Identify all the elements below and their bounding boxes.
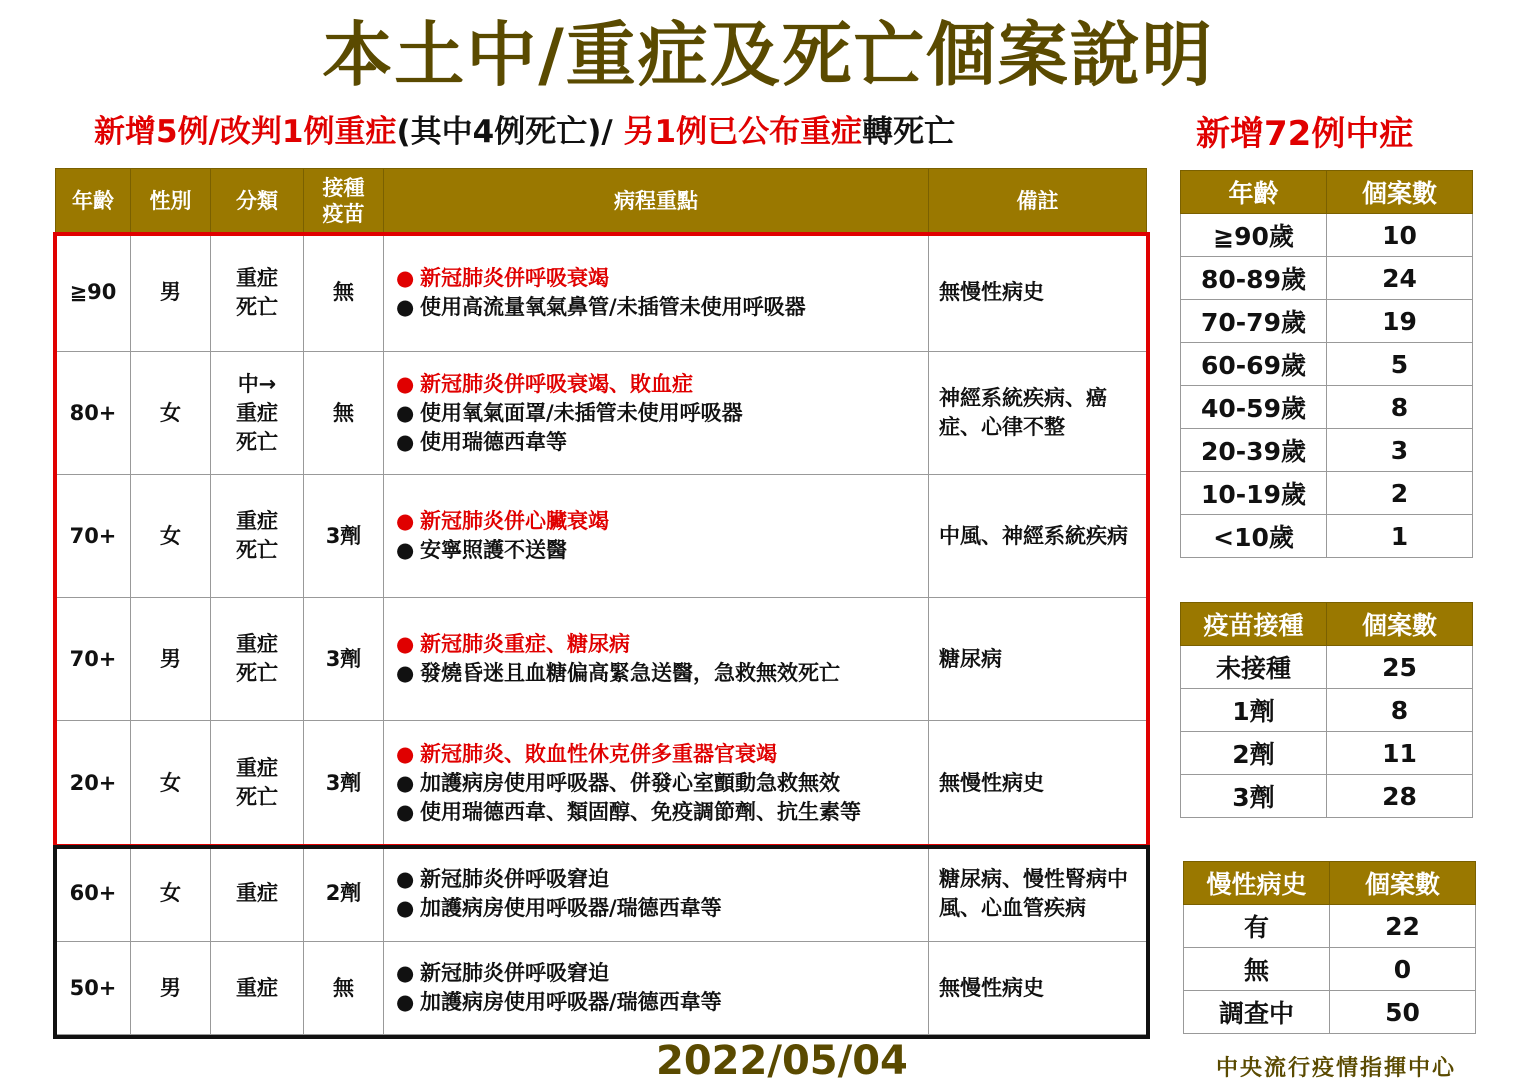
cell-count: 28 <box>1327 775 1473 818</box>
cell-note: 中風、神經系統疾病 <box>929 475 1147 598</box>
case-table <box>55 168 1147 1035</box>
cell-sex: 男 <box>131 234 211 352</box>
table-row <box>1181 646 1473 689</box>
cell-class <box>211 234 304 352</box>
cell-class <box>211 475 304 598</box>
page-title: 本土中/重症及死亡個案說明 <box>322 14 1214 96</box>
course-item: ● 加護病房使用呼吸器/瑞德西韋等 <box>396 894 928 923</box>
table-row <box>56 475 1147 598</box>
cell-sex: 女 <box>131 846 211 942</box>
cell-count: 0 <box>1330 948 1476 991</box>
header-age: 年齡 <box>56 169 131 234</box>
cell-course <box>384 475 929 598</box>
class-line: 死亡 <box>236 429 278 454</box>
cell-age: 20+ <box>56 721 131 846</box>
cell-count: 8 <box>1327 689 1473 732</box>
course-item: ● 安寧照護不送醫 <box>396 536 928 565</box>
age-distribution-table <box>1180 170 1473 558</box>
cell-count: 22 <box>1330 905 1476 948</box>
cell-age: 70+ <box>56 475 131 598</box>
cell-age-group: ≧90歲 <box>1181 214 1327 257</box>
cell-note: 糖尿病、慢性腎病中風、心血管疾病 <box>929 846 1147 942</box>
table-row <box>1181 343 1473 386</box>
cell-sex: 女 <box>131 721 211 846</box>
cell-class <box>211 721 304 846</box>
table-row <box>1181 689 1473 732</box>
cell-vaccine-status: 未接種 <box>1181 646 1327 689</box>
cell-vaccine: 無 <box>304 234 384 352</box>
header-note: 備註 <box>929 169 1147 234</box>
table-row <box>1181 472 1473 515</box>
cell-count: 11 <box>1327 732 1473 775</box>
header-class: 分類 <box>211 169 304 234</box>
cell-course <box>384 598 929 721</box>
class-line: 中→ <box>237 371 277 396</box>
subtitle-to-death: 轉死亡 <box>862 114 956 150</box>
course-item: ● 新冠肺炎併呼吸窘迫 <box>396 865 928 894</box>
cell-age: ≧90 <box>56 234 131 352</box>
header-vaccine-line2: 疫苗 <box>322 202 365 226</box>
course-item: ● 發燒昏迷且血糖偏高緊急送醫，急救無效死亡 <box>396 659 928 688</box>
case-table-header <box>56 169 1147 234</box>
cell-vaccine-status: 2劑 <box>1181 732 1327 775</box>
chronic-disease-table <box>1183 861 1476 1034</box>
subtitle <box>94 110 955 154</box>
cell-note: 糖尿病 <box>929 598 1147 721</box>
cell-chronic-status: 調查中 <box>1184 991 1330 1034</box>
table-row <box>1181 300 1473 343</box>
cell-chronic-status: 無 <box>1184 948 1330 991</box>
header-count: 個案數 <box>1327 603 1473 646</box>
cell-note: 神經系統疾病、癌症、心律不整 <box>929 352 1147 475</box>
cell-count: 3 <box>1327 429 1473 472</box>
organization-name: 中央流行疫情指揮中心 <box>1216 1056 1457 1081</box>
cell-count: 10 <box>1327 214 1473 257</box>
cell-sex: 男 <box>131 942 211 1035</box>
cell-count: 1 <box>1327 515 1473 558</box>
header-age: 年齡 <box>1181 171 1327 214</box>
course-item: ● 使用瑞德西韋等 <box>396 428 928 457</box>
class-line: 重症 <box>236 632 278 656</box>
cell-note: 無慢性病史 <box>929 942 1147 1035</box>
header-vaccine <box>304 169 384 234</box>
subtitle-published: 另1例已公布重症 <box>612 114 863 150</box>
cell-count: 8 <box>1327 386 1473 429</box>
cell-class <box>211 352 304 475</box>
cell-age-group: 20-39歲 <box>1181 429 1327 472</box>
cell-class <box>211 846 304 942</box>
header-count: 個案數 <box>1327 171 1473 214</box>
cell-vaccine-status: 3劑 <box>1181 775 1327 818</box>
table-row <box>56 234 1147 352</box>
subtitle-new-cases: 新增5例/改判1例重症 <box>94 114 397 150</box>
cell-age-group: 10-19歲 <box>1181 472 1327 515</box>
cell-count: 5 <box>1327 343 1473 386</box>
class-line: 死亡 <box>236 538 278 562</box>
cell-course <box>384 942 929 1035</box>
class-line: 重症 <box>236 400 278 425</box>
cell-count: 19 <box>1327 300 1473 343</box>
header-count: 個案數 <box>1330 862 1476 905</box>
cell-sex: 女 <box>131 475 211 598</box>
cell-course <box>384 352 929 475</box>
cell-vaccine-status: 1劑 <box>1181 689 1327 732</box>
table-row <box>1184 991 1476 1034</box>
chronic-table-header <box>1184 862 1476 905</box>
vaccine-table-header <box>1181 603 1473 646</box>
table-row <box>1184 948 1476 991</box>
table-row <box>56 598 1147 721</box>
table-row <box>56 942 1147 1035</box>
table-row <box>56 846 1147 942</box>
cell-course <box>384 721 929 846</box>
table-row <box>1181 429 1473 472</box>
course-item: ● 使用高流量氧氣鼻管/未插管未使用呼吸器 <box>396 293 928 322</box>
course-item: ● 新冠肺炎重症、糖尿病 <box>396 630 928 659</box>
report-date: 2022/05/04 <box>656 1038 908 1084</box>
cell-age: 50+ <box>56 942 131 1035</box>
cell-age: 80+ <box>56 352 131 475</box>
table-row <box>1184 905 1476 948</box>
table-row <box>56 721 1147 846</box>
cell-age: 60+ <box>56 846 131 942</box>
table-row <box>1181 515 1473 558</box>
course-item: ● 新冠肺炎併心臟衰竭 <box>396 507 928 536</box>
cell-sex: 男 <box>131 598 211 721</box>
age-table-header <box>1181 171 1473 214</box>
course-item: ● 新冠肺炎併呼吸衰竭 <box>396 264 928 293</box>
course-item: ● 加護病房使用呼吸器、併發心室顫動急救無效 <box>396 769 928 798</box>
cell-class <box>211 598 304 721</box>
table-row <box>1181 257 1473 300</box>
class-line: 重症 <box>236 975 278 1000</box>
cell-age: 70+ <box>56 598 131 721</box>
course-item: ● 新冠肺炎併呼吸窘迫 <box>396 959 928 988</box>
table-row <box>1181 775 1473 818</box>
moderate-cases-title: 新增72例中症 <box>1196 114 1414 154</box>
class-line: 死亡 <box>236 661 278 685</box>
cell-vaccine: 無 <box>304 942 384 1035</box>
cell-chronic-status: 有 <box>1184 905 1330 948</box>
cell-vaccine: 3劑 <box>304 598 384 721</box>
course-item: ● 加護病房使用呼吸器/瑞德西韋等 <box>396 988 928 1017</box>
header-chronic: 慢性病史 <box>1184 862 1330 905</box>
header-vaccine: 疫苗接種 <box>1181 603 1327 646</box>
cell-note: 無慢性病史 <box>929 234 1147 352</box>
class-line: 重症 <box>236 756 278 780</box>
cell-count: 25 <box>1327 646 1473 689</box>
table-row <box>56 352 1147 475</box>
course-item: ● 新冠肺炎併呼吸衰竭、敗血症 <box>396 370 928 399</box>
cell-sex: 女 <box>131 352 211 475</box>
subtitle-deaths: (其中4例死亡)/ <box>396 114 613 150</box>
class-line: 重症 <box>236 265 278 290</box>
table-row <box>1181 732 1473 775</box>
course-item: ● 使用瑞德西韋、類固醇、免疫調節劑、抗生素等 <box>396 798 928 827</box>
class-line: 重症 <box>236 881 278 905</box>
cell-note: 無慢性病史 <box>929 721 1147 846</box>
class-line: 重症 <box>236 509 278 533</box>
table-row <box>1181 386 1473 429</box>
table-row <box>1181 214 1473 257</box>
cell-age-group: <10歲 <box>1181 515 1327 558</box>
cell-course <box>384 846 929 942</box>
vaccine-distribution-table <box>1180 602 1473 818</box>
cell-class <box>211 942 304 1035</box>
cell-vaccine: 3劑 <box>304 721 384 846</box>
cell-vaccine: 3劑 <box>304 475 384 598</box>
cell-age-group: 60-69歲 <box>1181 343 1327 386</box>
cell-count: 50 <box>1330 991 1476 1034</box>
header-vaccine-line1: 接種 <box>322 176 365 200</box>
cell-course <box>384 234 929 352</box>
cell-age-group: 80-89歲 <box>1181 257 1327 300</box>
header-sex: 性別 <box>131 169 211 234</box>
cell-age-group: 70-79歲 <box>1181 300 1327 343</box>
course-item: ● 使用氧氣面罩/未插管未使用呼吸器 <box>396 399 928 428</box>
cell-vaccine: 無 <box>304 352 384 475</box>
cell-count: 2 <box>1327 472 1473 515</box>
class-line: 死亡 <box>236 785 278 809</box>
class-line: 死亡 <box>236 294 278 319</box>
cell-vaccine: 2劑 <box>304 846 384 942</box>
cell-count: 24 <box>1327 257 1473 300</box>
course-item: ● 新冠肺炎、敗血性休克併多重器官衰竭 <box>396 740 928 769</box>
header-course: 病程重點 <box>384 169 929 234</box>
cell-age-group: 40-59歲 <box>1181 386 1327 429</box>
